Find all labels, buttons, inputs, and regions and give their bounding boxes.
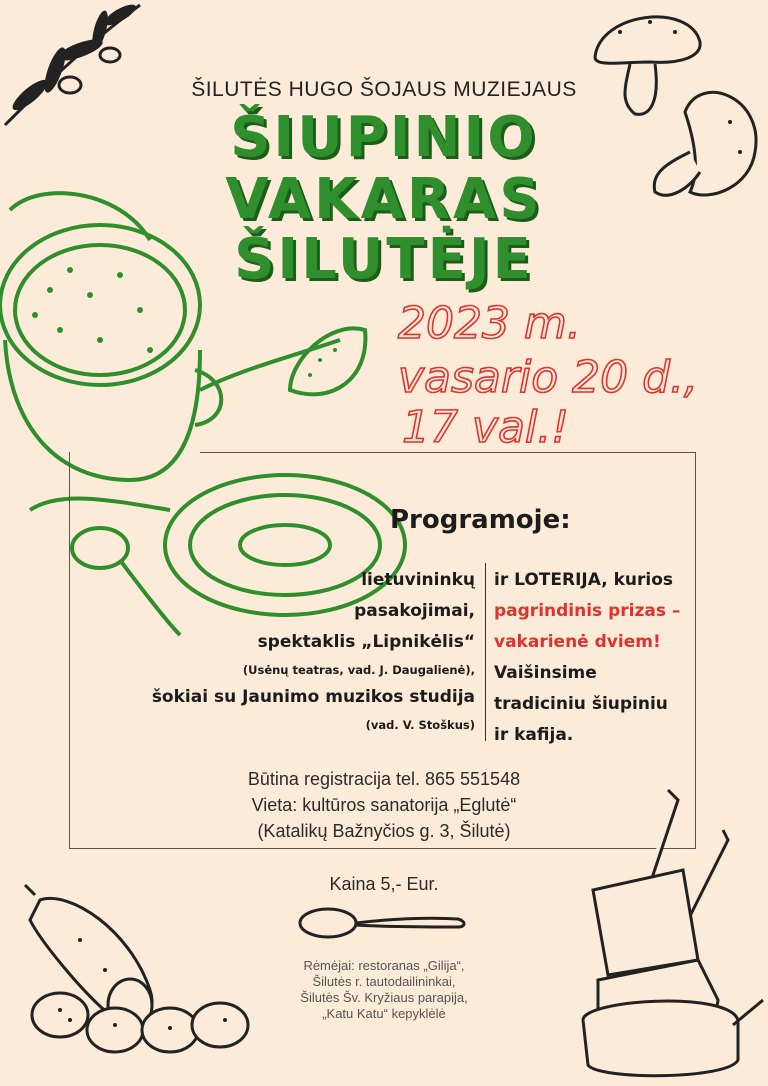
program-heading: Programoje: <box>390 505 571 535</box>
column-divider <box>485 563 486 741</box>
program-left-line: pasakojimai, <box>354 601 475 621</box>
museum-name: ŠILUTĖS HUGO ŠOJAUS MUZIEJAUS <box>191 78 577 101</box>
program-left-column <box>120 565 475 737</box>
program-left-line: spektaklis „Lipnikėlis“ <box>257 632 475 652</box>
date-time: 17 val.! <box>402 402 569 453</box>
program-right-column <box>494 565 724 751</box>
program-left-note: (Usėnų teatras, vad. J. Daugalienė), <box>242 663 475 677</box>
address-info: (Katalikų Bažnyčios g. 3, Šilutė) <box>257 821 511 841</box>
price-info: Kaina 5,- Eur. <box>329 874 439 894</box>
program-right-line-highlight: pagrindinis prizas – <box>494 601 681 621</box>
date-year: 2023 m. <box>398 298 581 349</box>
program-right-line: Vaišinsime <box>494 663 597 683</box>
title-line-3: ŠILUTĖJE <box>234 227 534 292</box>
program-left-note: (vad. V. Stoškus) <box>365 718 475 732</box>
sponsor-line: „Katu Katu“ kepyklėlė <box>322 1006 446 1021</box>
sausage-icon <box>20 880 270 1070</box>
program-right-line: ir LOTERIJA, kurios <box>494 570 674 590</box>
sponsor-line: Šilutės r. tautodailininkai, <box>312 974 456 989</box>
date-day: vasario 20 d., <box>398 352 698 403</box>
title-line-1: ŠIUPINIO <box>230 105 538 170</box>
registration-info: Būtina registracija tel. 865 551548 <box>247 769 521 789</box>
sponsor-line: Rėmėjai: restoranas „Gilija“, <box>303 958 465 973</box>
program-left-line: šokiai su Jaunimo muzikos studija <box>151 687 475 707</box>
venue-info: Vieta: kultūros sanatorija „Eglutė“ <box>251 795 517 815</box>
program-left-line: lietuvininkų <box>361 570 475 590</box>
program-right-line: tradiciniu šiupiniu <box>494 694 668 714</box>
cookware-icon <box>578 780 768 1080</box>
spoon-icon <box>298 905 468 941</box>
title-line-2: VAKARAS <box>225 167 543 232</box>
sponsor-line: Šilutės Šv. Kryžiaus parapija, <box>300 990 468 1005</box>
program-right-line-highlight: vakarienė dviem! <box>494 632 661 652</box>
program-right-line: ir kafija. <box>494 725 574 745</box>
